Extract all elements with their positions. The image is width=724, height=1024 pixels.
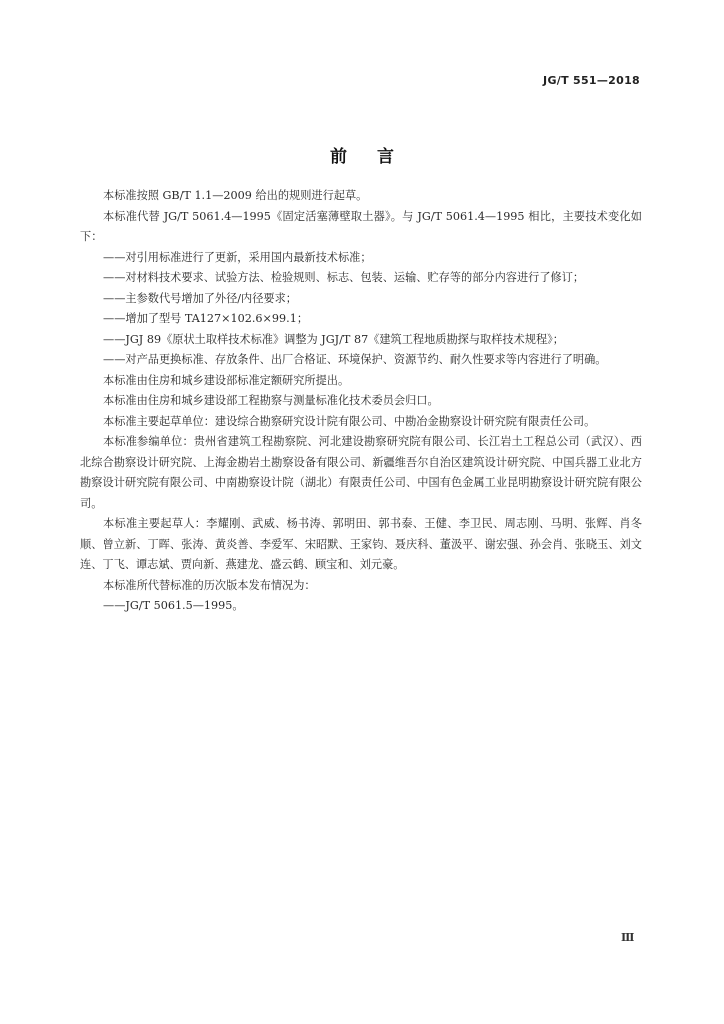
- page-title: 前言: [330, 147, 424, 167]
- paragraph: 本标准主要起草人：李耀刚、武威、杨书涛、郭明田、郭书泰、王健、李卫民、周志刚、马明、张辉、肖冬顺、曾立新、丁晖、张涛、黄炎善、李爱军、宋昭默、王家钧、聂庆科、董汲平、谢宏强、孙会肖、张晓玉、刘文连、丁飞、谭志斌、贾向新、燕建龙、盛云鹤、顾宝和、刘元豪。: [80, 517, 642, 571]
- paragraph: 本标准由住房和城乡建设部标准定额研究所提出。: [103, 373, 350, 387]
- paragraph: 本标准所代替标准的历次版本发布情况为：: [103, 578, 316, 592]
- paragraph: 本标准参编单位：贵州省建筑工程勘察院、河北建设勘察研究院有限公司、长江岩土工程总公司（武汉）、西北综合勘察设计研究院、上海金勘岩土勘察设备有限公司、新疆维吾尔自治区建筑设计研究院、中国兵器工业北方勘察设计研究院有限公司、中南勘察设计院（湖北）有限责任公司、中国有色金属工业昆明勘察设计研究院有限公司。: [80, 435, 642, 510]
- paragraph: 本标准主要起草单位：建设综合勘察研究设计院有限公司、中勘冶金勘察设计研究院有限责任公司。: [103, 414, 596, 428]
- document-body: [80, 186, 642, 617]
- standard-code: JG/T 551—2018: [543, 74, 640, 87]
- list-item: ——JGJ 89《原状土取样技术标准》调整为 JGJ/T 87《建筑工程地质勘探与取样技术规程》；: [103, 332, 564, 346]
- list-item: ——对材料技术要求、试验方法、检验规则、标志、包装、运输、贮存等的部分内容进行了修订；: [103, 271, 585, 284]
- list-item: ——增加了型号 TA127×102.6×99.1；: [103, 312, 309, 325]
- list-item: ——主参数代号增加了外径/内径要求；: [103, 291, 297, 305]
- paragraph: 本标准由住房和城乡建设部工程勘察与测量标准化技术委员会归口。: [103, 394, 439, 407]
- paragraph: 本标准按照 GB/T 1.1—2009 给出的规则进行起草。: [103, 189, 368, 202]
- list-item: ——对引用标准进行了更新，采用国内最新技术标准；: [103, 250, 372, 264]
- paragraph: 本标准代替 JG/T 5061.4—1995《固定活塞薄壁取土器》。与 JG/T 5061.4—1995 相比，主要技术变化如下：: [80, 209, 642, 243]
- list-item: ——JG/T 5061.5—1995。: [103, 599, 244, 612]
- list-item: ——对产品更换标准、存放条件、出厂合格证、环境保护、资源节约、耐久性要求等内容进行了明确。: [103, 353, 607, 366]
- page-number: Ⅲ: [621, 931, 635, 944]
